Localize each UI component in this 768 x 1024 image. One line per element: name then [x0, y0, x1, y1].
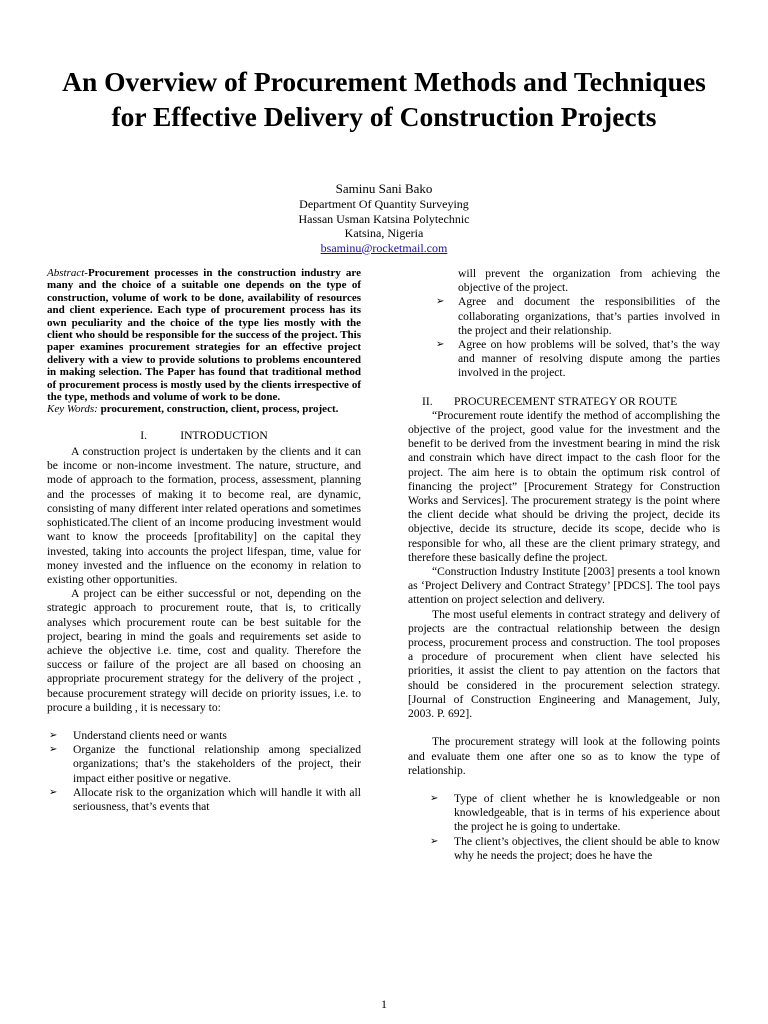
keywords-text: procurement, construction, client, process, project.: [97, 403, 339, 416]
strategy-bullet-list: [408, 792, 720, 863]
author-location: Katsina, Nigeria: [344, 226, 424, 240]
keywords: [47, 403, 361, 415]
abstract: [47, 267, 361, 403]
author-department: Department Of Quantity Surveying: [299, 197, 469, 211]
strategy-paragraph-3: The most useful elements in contract strategy and delivery of projects are the contractual relationship between the design process, procurement process and construction. The tool proposes a procedure of procurement when client have selected his priorities, it assist the client to pay attention on the factors that should be considered in the procurement selection strategy. [Journal of Construction Engineering and Management, July, 2003. P. 692].: [408, 607, 720, 721]
arrowhead-bullet-icon: ➢: [49, 729, 58, 741]
arrowhead-bullet-icon: ➢: [49, 786, 58, 798]
list-item: ➢ Agree on how problems will be solved, that’s the way and manner of resolving dispute among the parties involved in the project.: [436, 338, 720, 380]
author-name: Saminu Sani Bako: [335, 181, 433, 196]
list-item: ➢ Allocate risk to the organization which will handle it with all seriousness, that’s events that: [49, 785, 361, 813]
right-column: [408, 267, 720, 863]
section-heading-introduction: I. INTRODUCTION: [140, 428, 268, 442]
list-item: ➢ Organize the functional relationship among specialized organizations; that’s the stakeholders of the project, their impact either positive or negative.: [49, 743, 361, 785]
intro-bullet-list-continued: [408, 295, 720, 380]
section-heading-procurement-strategy: II. PROCURECEMENT STRATEGY OR ROUTE: [422, 394, 678, 408]
keywords-lead: Key Words:: [47, 403, 98, 416]
left-column: [47, 267, 361, 814]
list-item: ➢ The client’s objectives, the client should be able to know why he needs the project; does he have the: [430, 834, 720, 862]
author-institution: Hassan Usman Katsina Polytechnic: [298, 211, 470, 226]
list-item: ➢ Understand clients need or wants: [49, 728, 227, 742]
paper-title: An Overview of Procurement Methods and Techniques for Effective Delivery of Construction Projects: [62, 66, 706, 132]
intro-bullet-list: [47, 729, 361, 814]
bullet-continuation: will prevent the organization from achieving the objective of the project.: [458, 267, 720, 295]
strategy-paragraph-1: “Procurement route identify the method of accomplishing the objective of the project, good value for the investment and the benefit to be derived from the investment bearing in mind the risk and constrain which have direct impact to the cash floor for the project. The aim here is to obtain the optimum risk control of financing the project” [Procurement Strategy for Construction Works and Services]. The procurement strategy is the point where the client decide what should be driving the project, decide its objective, decide its structure, decide its scope, decide who is responsible for who, all these are the client primary strategy, and therefore these basically define the project.: [408, 408, 720, 564]
author-email-link[interactable]: bsaminu@rocketmail.com: [320, 240, 448, 255]
abstract-text: Procurement processes in the construction industry are many and the choice of a suitable one depends on the type of construction, volume of work to be done, availability of resources and client experience. Each type of procurement process has its own peculiarity and the choice of the type lies mostly with the client who should be responsible for the success of the project. This paper examines procurement strategies for an effective project delivery with a view to provide solutions to problems encountered in making selection. The Paper has found that traditional method of procurement process is mostly used by the clients irrespective of the type, methods and volume of work to be done.: [47, 267, 361, 404]
intro-paragraph-1: A construction project is undertaken by the clients and it can be income or non-income investment. The nature, structure, and mode of approach to the formation, process, assessment, planning and the processes of making it to become real, are dynamic, consisting of many different inter related operations and sometimes sophisticated.The client of an income producing investment would want to know the proceeds [profitability] on the capital they invested, taking into accounts the project lifespan, time, value for money invested and the influence on the economy in relation to existing other opportunities.: [47, 445, 361, 586]
list-item: ➢ Type of client whether he is knowledgeable or non knowledgeable, that is in terms of his experience about the project he is going to undertake.: [430, 791, 720, 834]
intro-paragraph-2: A project can be either successful or not, depending on the strategic approach to procurement route, that is, to critically analyses which procurement route can be best suitable for the project, bearing in mind the goals and requirements set aside to achieve the objective i.e. time, cost and quality. Therefore the success or failure of the project are all based on choosing an appropriate procurement strategy for the delivery of the project , because procurement strategy will decide on priority issues, i.e. to procure a building , it is necessary to:: [47, 587, 361, 714]
arrowhead-bullet-icon: ➢: [49, 744, 58, 756]
list-item: ➢ Agree and document the responsibilities of the collaborating organizations, that’s parties involved in the project and their relationship.: [436, 295, 720, 337]
strategy-paragraph-4: The procurement strategy will look at the following points and evaluate them one after one so as to know the type of relationship.: [408, 735, 720, 777]
author-block: [184, 181, 584, 255]
page-number: 1: [381, 997, 387, 1011]
abstract-lead: Abstract-: [47, 267, 88, 279]
arrowhead-bullet-icon: ➢: [430, 835, 439, 847]
arrowhead-bullet-icon: ➢: [436, 296, 445, 308]
strategy-paragraph-2: “Construction Industry Institute [2003] presents a tool known as ‘Project Delivery and Contract Strategy’ [PDCS]. The tool pays attention on project selection and delivery.: [408, 565, 720, 607]
arrowhead-bullet-icon: ➢: [430, 792, 439, 804]
arrowhead-bullet-icon: ➢: [436, 339, 445, 351]
